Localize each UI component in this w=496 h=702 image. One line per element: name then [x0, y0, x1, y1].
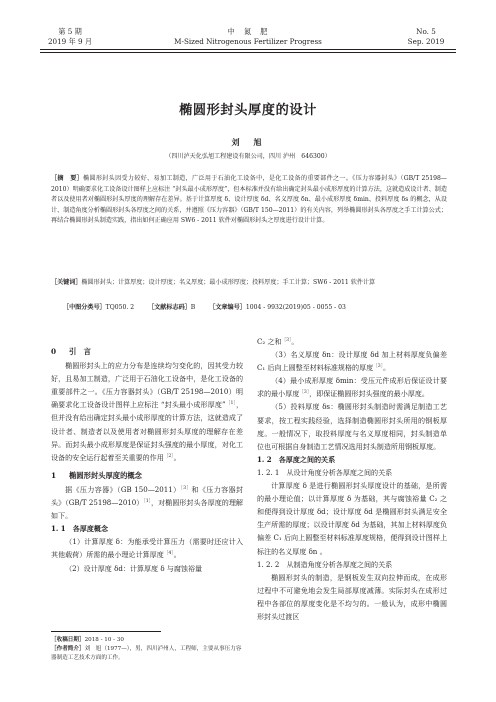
item-design-thickness: （2）设计厚度 δd：计算厚度 δ 与腐蚀裕量: [65, 563, 203, 573]
journal-name: [140, 27, 356, 47]
article-number-label: ［文章编号］: [209, 304, 246, 311]
issue-info: [40, 27, 100, 47]
item-minimum-forming-thickness: （4）最小成形厚度 δmin：受压元件成形后保证设计要求的最小厚度$^{[3]}$，即保证椭圆形封头强度的最小厚度。: [257, 376, 447, 399]
received-date: ［收稿日期］2018 - 10 - 30: [51, 637, 124, 643]
intro-paragraph: 椭圆形封头上的应力分布是连续均匀变化的，因其受力较好，且易加工制造，广泛用于石油化工设备中，是化工设备的重要部件之一。《压力容器封头》（GB/T 25198—2010）明确要求化工设备设计图样上应标注 “封头最小成形厚度”$^{[1]}$，但并没有给出确定封头最小成形厚度的计算方法，这就造成了设计者、制造者以及使用者对椭圆形封头厚度的理解存在差异。而封头最小成形厚度是保证封头强度的最小厚度，对化工设备的安全运行起着至关重要的作用$^{[2]}$。: [51, 361, 243, 462]
right-column: [257, 335, 447, 623]
item-calculated-thickness: （1）计算厚度 δ：为能承受计算压力（需要时还应计入其他载荷）所需的最小理论计算厚度$^{[4]}$。: [51, 537, 243, 560]
author-bio: ［作者简介］刘 旭（1977—），男，四川泸州人，工程师，主要从事压力容器制造工艺技术方面的工作。: [51, 646, 242, 662]
section-1-2-heading: 1. 2 各厚度之间的关系: [257, 454, 336, 464]
section-1-heading: 1 椭圆形封头厚度的概念: [51, 470, 142, 480]
doc-code-value: B: [190, 304, 196, 311]
footnote: [51, 636, 247, 664]
header-rule-thin: [40, 52, 456, 53]
issue-info-en: [396, 27, 456, 47]
section-1-2-1-heading: 1. 2. 1 从设计角度分析各厚度之间的关系: [257, 467, 393, 477]
continued-text: C₂ 之和$^{[3]}$。: [257, 337, 299, 346]
left-column: [51, 343, 243, 575]
keywords: [51, 278, 447, 289]
journal-name-en: M-Sized Nitrogenous Fertilizer Progress: [174, 37, 322, 46]
design-relationship-paragraph: 计算厚度 δ 是进行椭圆形封头厚度设计的基础，是所需的最小理论值；以计算厚度 δ 为基础，其与腐蚀裕量 C₂ 之和便得到设计厚度 δd；设计厚度 δd 是椭圆形封头满足安全生产所需的厚度；以设计厚度 δd 为基础，其加上材料厚度负偏差 C₁ 后向上圆整至材料标准厚度规格，便得到设计图样上标注的名义厚度 δn 。: [257, 481, 447, 556]
journal-name-cn: 中 氮 肥: [227, 27, 269, 36]
abstract: [51, 174, 447, 227]
clc-value: TQ050. 2: [105, 304, 135, 311]
author-name: 刘 旭: [231, 137, 265, 147]
section-1-2-2-heading: 1. 2. 2 从制造角度分析各厚度之间的关系: [257, 559, 393, 569]
issue-number-en: No. 5: [416, 27, 436, 36]
keywords-label: ［关键词］: [51, 279, 82, 286]
section-1-paragraph: 据《压力容器》（GB 150—2011）$^{[3]}$和《压力容器封头》（GB/T 25198—2010）$^{[1]}$，对椭圆形封头各厚度的理解如下。: [51, 484, 243, 521]
running-header: [40, 27, 456, 57]
issue-date-en: Sep. 2019: [407, 37, 445, 46]
section-1-1-heading: 1. 1 各厚度概念: [51, 524, 108, 534]
article-title: 椭圆形封头厚度的设计: [179, 103, 317, 118]
doc-code-label: ［文献标志码］: [148, 304, 191, 311]
keywords-text: 椭圆形封头；计算厚度；设计厚度；名义厚度；最小成形厚度；投料厚度；手工计算；SW6 - 2011 软件计算: [81, 279, 376, 286]
abstract-text: 椭圆形封头因受力较好、易加工制造，广泛用于石油化工设备中，是化工设备的重要部件之一。《压力容器封头》（GB/T 25198—2010）明确要求化工设备设计图样上应标注 “封头最小成形厚度”，但本标准并没有给出确定封头最小成形厚度的计算方法，这就造成设计者、制造者以及使用者对椭圆形封头厚度的理解存在差异。基于计算厚度 δ、设计厚度 δd、名义厚度 δn、最小成形厚度 δmin、投料厚度 δs 的概念，从设计、制造角度分析椭圆形封头各厚度之间的关系，并遵照《压力容器》（GB/T 150—2011）的有关内容，列举椭圆形封头各厚度之手工计算公式；再结合椭圆形封头制造实践，指出如何正确应用 SW6 - 2011 软件对椭圆形封头之厚度进行设计计算。: [51, 175, 447, 225]
issue-number: 第 5 期: [58, 27, 82, 36]
item-nominal-thickness: （3）名义厚度 δn：设计厚度 δd 加上材料厚度负偏差 C₁ 后向上圆整至材料标准规格的厚度$^{[3]}$。: [257, 350, 447, 373]
clc-label: ［中图分类号］: [63, 304, 106, 311]
header-rule: [40, 49, 456, 50]
manufacturing-relationship-paragraph: 椭圆形封头的制造，是钢板发生双向拉伸而成，在成形过程中不可避免地会发生局部厚度减薄。实际封头在成形过程中各部位的厚度变化是不均匀的。一般认为，成形中椭圆形封头过渡区: [257, 572, 447, 621]
issue-date: 2019 年 9 月: [47, 37, 93, 46]
article-number-value: 1004 - 9932(2019)05 - 0055 - 03: [245, 304, 346, 311]
classification-line: [63, 303, 447, 313]
item-feed-thickness: （5）投料厚度 δs：椭圆形封头制造时需满足制造工艺要求，按工程实践经验，选择制造椭圆形封头所用的钢板厚度。一般情况下，取投料厚度与名义厚度相同，封头制造单位也可根据自身制造工艺情况选用封头制造所用钢板厚度。: [257, 402, 447, 451]
abstract-label: ［摘 要］: [51, 175, 84, 182]
section-0-heading: 0 引 言: [51, 347, 91, 356]
author-affiliation: （四川泸天化弘旭工程建设有限公司，四川 泸州 646300）: [165, 153, 331, 160]
footnote-rule: [51, 631, 161, 632]
